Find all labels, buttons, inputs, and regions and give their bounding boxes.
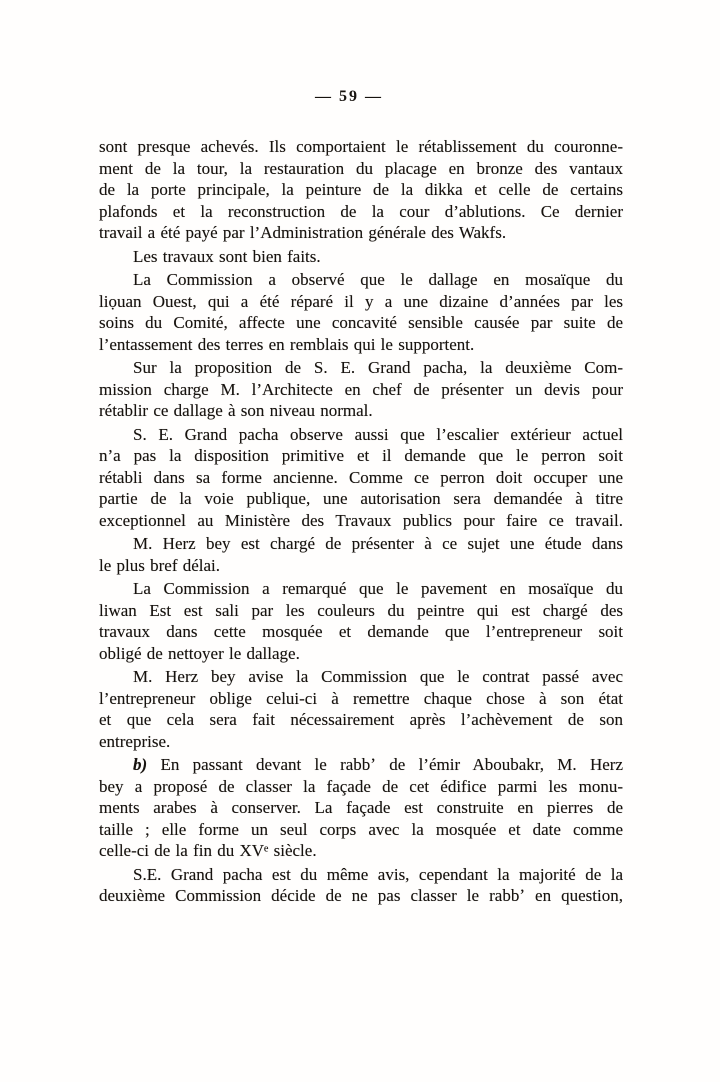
text-line: Les travaux sont bien faits. [133,246,321,266]
text-line: travaux dans cette mosquée et demande que l’entrepreneur soit [99,622,623,641]
text-line: soins du Comité, affecte une concavité sensible causée par suite de [99,313,623,332]
text-line: et que cela sera fait nécessairement après l’achèvement de son [99,710,623,729]
text-line: le plus bref délai. [99,555,221,575]
text-line: La Commission a remarqué que le pavement en mosaïque du [133,579,623,598]
text-line: M. Herz bey est chargé de présenter à ce sujet une étude dans [133,534,623,553]
text-line: l’entassement des terres en remblais qui le supportent. [99,334,475,354]
text-line: bey a proposé de classer la façade de cet édifice parmi les monu- [99,776,623,796]
paragraph [99,246,623,268]
text-block [99,86,623,909]
text-line: liwan Est est sali par les couleurs du peintre qui est chargé des [99,600,623,620]
text-line: La Commission a observé que le dallage en mosaïque du [133,270,623,289]
text-line: ments arabes à conserver. La façade est construite en pierres de [99,798,623,817]
paragraph [99,357,623,422]
text-line: l’entrepreneur oblige celui-ci à remettre chaque chose à son état [99,688,623,708]
text-line: ment de la tour, la restauration du placage en bronze des vantaux [99,158,623,178]
page-number: — 59 — [315,88,383,105]
text-line: sont presque achevés. Ils comportaient le rétablissement du couronne- [99,137,623,156]
text-line: plafonds et la reconstruction de la cour d’ablutions. Ce dernier [99,201,623,221]
text-line: S. E. Grand pacha observe aussi que l’escalier extérieur actuel [133,424,623,444]
text-line: rétablir ce dallage à son niveau normal. [99,401,373,420]
text-line: taille ; elle forme un seul corps avec la mosquée et date comme [99,819,623,839]
text-line: M. Herz bey avise la Commission que le contrat passé avec [133,667,623,686]
text-line: deuxième Commission décide de ne pas classer le rabbʼ en question, [99,886,623,905]
paragraph [99,578,623,664]
text-line: de la porte principale, la peinture de la dikka et celle de certains [99,180,623,199]
paragraph [99,136,623,244]
text-line: celle-ci de la fin du XVᵉ siècle. [99,841,317,860]
text-line: b) En passant devant le rabbʼ de l’émir Aboubakr, M. Herz [133,755,623,774]
paragraph [99,864,623,907]
text-line: exceptionnel au Ministère des Travaux publics pour faire ce travail. [99,510,623,530]
paragraph [99,666,623,752]
page-body [99,136,623,907]
text-line: liọuan Ouest, qui a été réparé il y a une dizaine d’années par les [99,291,623,311]
text-line: travail a été payé par l’Administration générale des Wakfs. [99,223,507,242]
paragraph [99,424,623,532]
text-line: n’a pas la disposition primitive et il demande que le perron soit [99,446,623,465]
text-line: S.E. Grand pacha est du même avis, cependant la majorité de la [133,864,623,884]
paragraph [99,533,623,576]
text-line: Sur la proposition de S. E. Grand pacha, la deuxième Com- [133,358,623,377]
text-line: mission charge M. l’Architecte en chef de présenter un devis pour [99,379,623,399]
text-line: rétabli dans sa forme ancienne. Comme ce perron doit occuper une [99,467,623,487]
paragraph [99,754,623,862]
text-line: entreprise. [99,731,171,751]
text-line: obligé de nettoyer le dallage. [99,643,300,663]
paragraph [99,269,623,355]
italic-list-marker: b) [133,755,148,774]
text-line: partie de la voie publique, une autorisation sera demandée à titre [99,489,623,508]
